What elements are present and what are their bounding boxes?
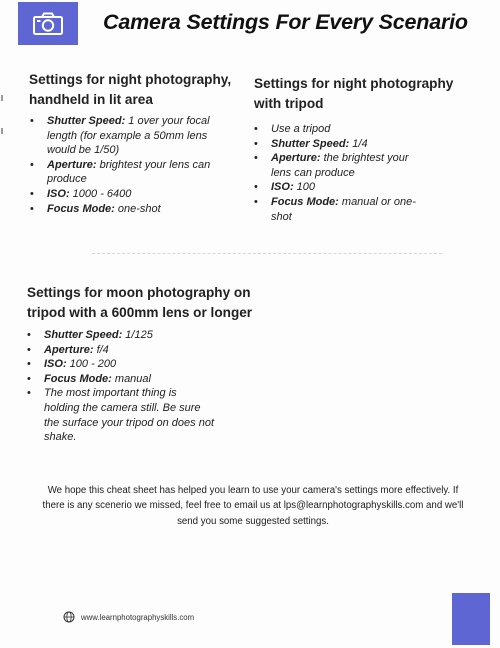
settings-list-night-handheld [28,114,213,216]
section-heading-night-handheld: Settings for night photography, handheld in lit area [29,72,232,107]
globe-icon [63,611,75,623]
closing-message-line: there is any scenerio we missed, feel free to email us at lps@learnphotographyskills.com and we'll [42,500,464,512]
list-item: • Focus Mode: one-shot [28,202,213,217]
section-heading-night-tripod: Settings for night photography with tripod [254,76,454,111]
list-item: • The most important thing is holding the camera still. Be sure the surface your tripod on does not shake. [25,386,215,444]
list-item: • ISO: 100 - 200 [25,357,215,372]
closing-message-line: We hope this cheat sheet has helped you learn to use your camera's settings more effectively. If [47,485,459,496]
list-item: • Focus Mode: manual [25,372,215,387]
section-divider [92,253,442,254]
settings-list-moon [25,328,215,445]
corner-accent-block [452,593,490,645]
list-item: • ISO: 100 [252,180,427,195]
page-title: Camera Settings For Every Scenario [103,10,468,34]
closing-message [38,483,468,529]
list-item: • Use a tripod [252,122,427,137]
list-item: • Shutter Speed: 1 over your focal length (for example a 50mm lens would be 1/50) [28,114,213,158]
scan-edge-mark [1,128,3,134]
camera-icon [32,12,64,36]
list-item: • Shutter Speed: 1/4 [252,137,427,152]
section-heading-moon: Settings for moon photography on tripod with a 600mm lens or longer [27,285,253,320]
scan-edge-mark [1,95,3,101]
list-item: • Focus Mode: manual or one-shot [252,195,427,224]
closing-message-line: send you some suggested settings. [177,515,329,527]
website-url[interactable]: www.learnphotographyskills.com [81,612,195,622]
website-link[interactable] [63,611,194,623]
list-item: • Aperture: f/4 [25,343,215,358]
settings-list-night-tripod [252,122,427,224]
camera-logo [18,2,78,45]
list-item: • ISO: 1000 - 6400 [28,187,213,202]
list-item: • Aperture: brightest your lens can produce [28,158,213,187]
list-item: • Aperture: the brightest your lens can produce [252,151,427,180]
list-item: • Shutter Speed: 1/125 [25,328,215,343]
